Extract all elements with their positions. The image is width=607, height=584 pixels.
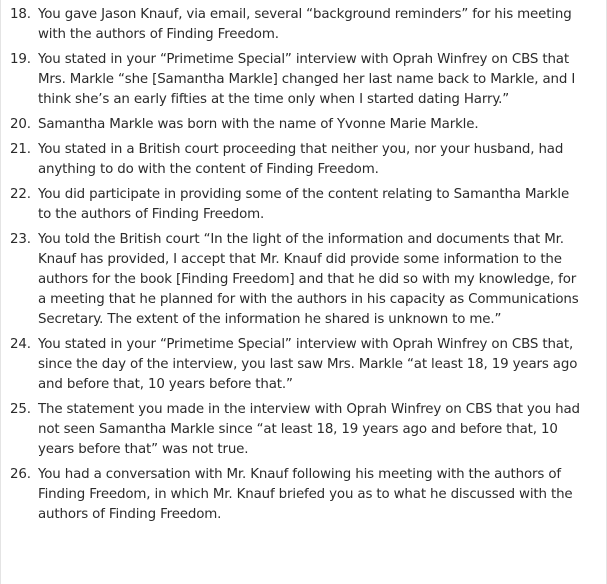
numbered-statement-list [1,0,606,525]
list-item [10,185,586,225]
list-item [10,400,586,460]
list-item [10,115,586,135]
item-text: You stated in your “Primetime Special” interview with Oprah Winfrey on CBS that, since the day of the interview, you last saw Mrs. Markle “at least 18, 19 years ago and before that, 10 years before that.” [38,337,578,392]
item-text: You did participate in providing some of the content relating to Samantha Markle to the authors of Finding Freedom. [38,187,570,222]
item-text: You had a conversation with Mr. Knauf following his meeting with the authors of Finding Freedom, in which Mr. Knauf briefed you as to what he discussed with the authors of Finding Freedom. [38,467,573,522]
item-number: 26. [10,467,31,482]
list-item [10,230,586,330]
item-number: 20. [10,117,31,132]
item-text: The statement you made in the interview with Oprah Winfrey on CBS that you had not seen Samantha Markle since “at least 18, 19 years ago and before that, 10 years before that” was not true. [38,402,580,457]
item-text: Samantha Markle was born with the name of Yvonne Marie Markle. [38,117,479,132]
item-number: 21. [10,142,31,157]
item-number: 25. [10,402,31,417]
item-text: You stated in your “Primetime Special” interview with Oprah Winfrey on CBS that Mrs. Markle “she [Samantha Markle] changed her last name back to Markle, and I think she’s an early fifties at the time only when I started dating Harry.” [38,52,576,107]
item-number: 19. [10,52,31,67]
item-text: You gave Jason Knauf, via email, several “background reminders” for his meeting with the authors of Finding Freedom. [38,7,572,42]
list-item [10,5,586,45]
item-text: You stated in a British court proceeding that neither you, nor your husband, had anything to do with the content of Finding Freedom. [38,142,564,177]
item-number: 22. [10,187,31,202]
item-number: 24. [10,337,31,352]
list-item [10,335,586,395]
list-item [10,140,586,180]
item-text: You told the British court “In the light of the information and documents that Mr. Knauf has provided, I accept that Mr. Knauf did provide some information to the authors for the book [Finding Freedom] and that he did so with my knowledge, for a meeting that he planned for with the authors in his capacity as Communications Secretary. The extent of the information he shared is unknown to me.” [38,232,579,327]
item-number: 23. [10,232,31,247]
list-item [10,465,586,525]
list-item [10,50,586,110]
item-number: 18. [10,7,31,22]
